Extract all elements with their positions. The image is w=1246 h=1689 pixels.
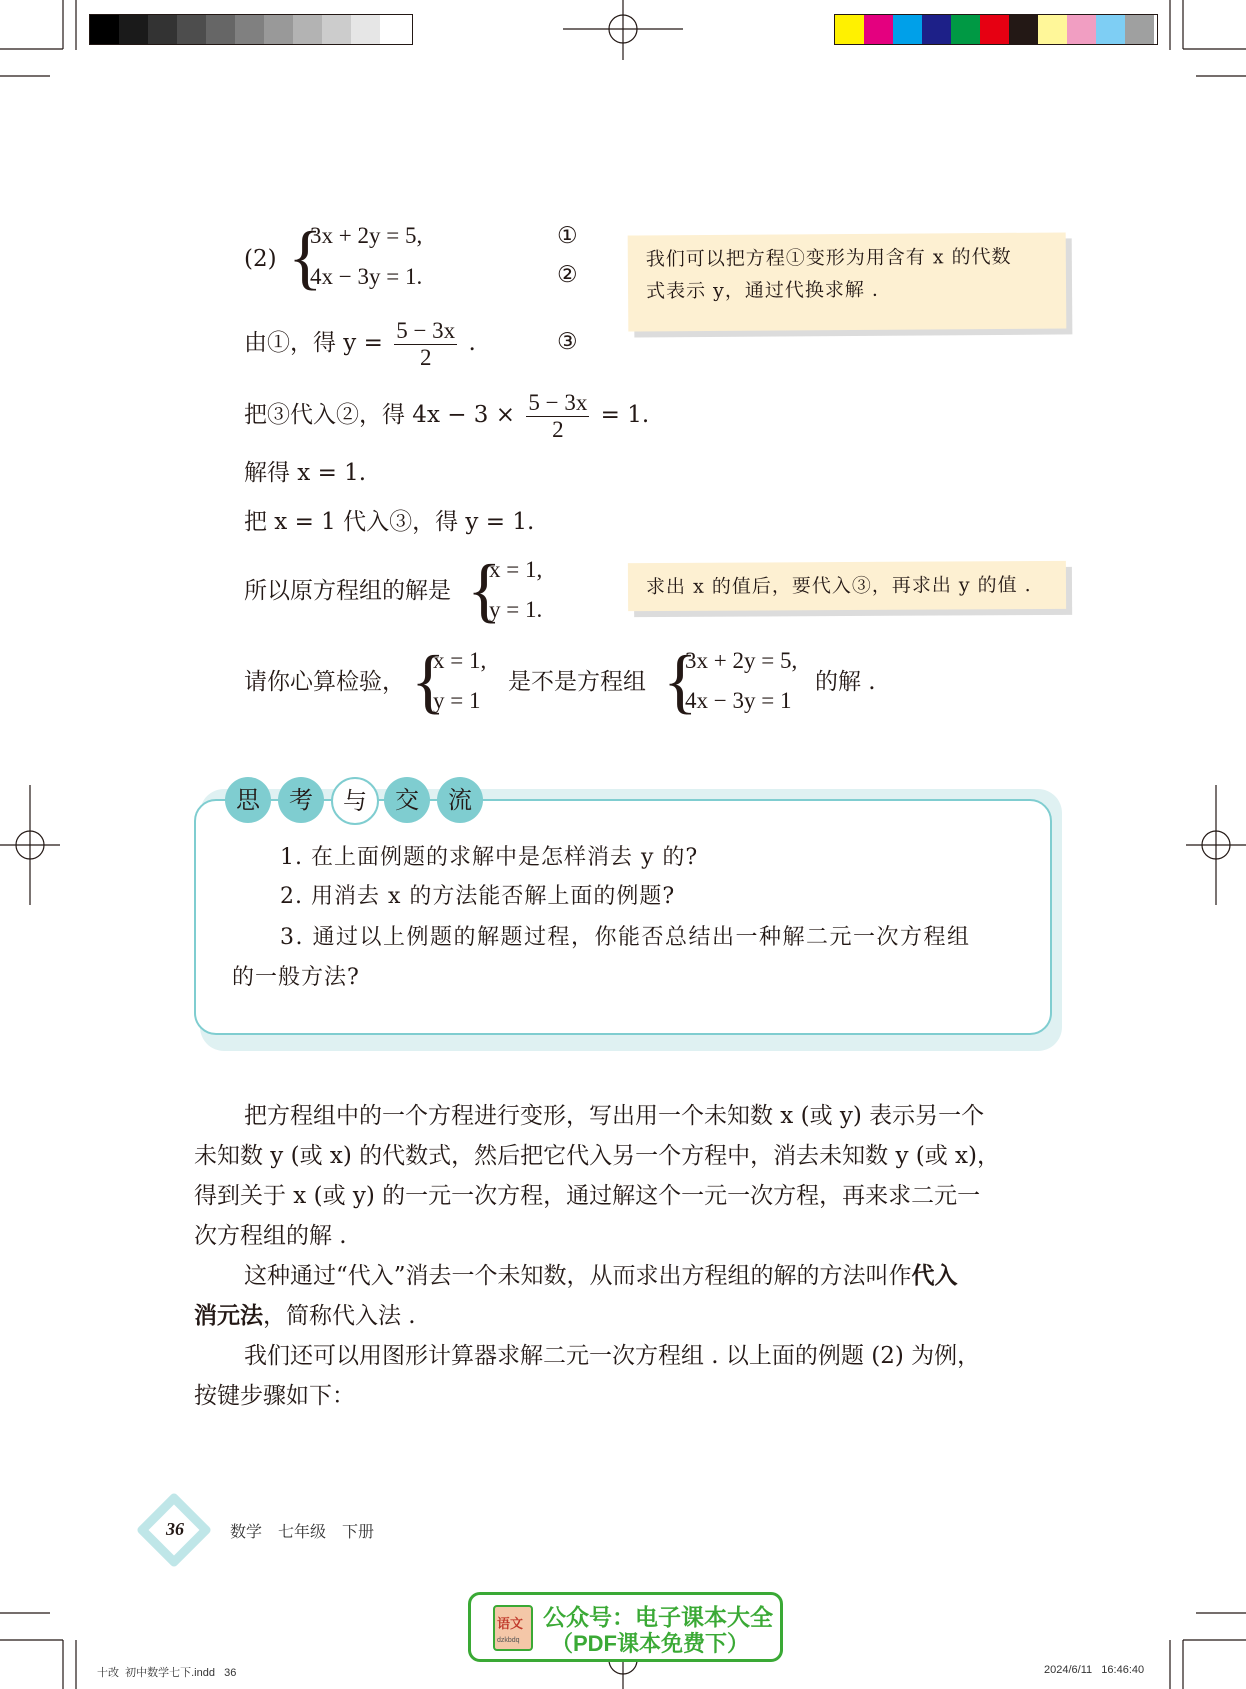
check-brace-2: { <box>663 641 698 721</box>
step-1-prefix: 由①，得 y = <box>244 330 383 356</box>
think-tab-5: 流 <box>437 777 483 823</box>
body-p2-line-2 <box>194 1302 416 1330</box>
body-p1-line-4: 次方程组的解 . <box>194 1223 347 1249</box>
color-bar <box>834 14 1158 45</box>
body-p2-line-1 <box>244 1262 958 1290</box>
equation-2-marker: ② <box>557 262 578 288</box>
check-prefix: 请你心算检验， <box>244 669 405 695</box>
watermark-badge: 语文 <box>497 1616 524 1631</box>
step-1-fraction <box>394 318 457 371</box>
book-title: 数学 七年级 下册 <box>230 1524 375 1541</box>
check-x: x = 1, <box>433 648 487 673</box>
watermark-line-1: 公众号：电子课本大全 <box>543 1604 773 1630</box>
body-p1-line-3: 得到关于 x (或 y) 的一元一次方程，通过解这个一元一次方程，再来求二元一 <box>194 1183 981 1209</box>
watermark-book-icon <box>493 1605 533 1651</box>
gray-scale-bar <box>89 14 413 45</box>
margin-note-1 <box>628 232 1067 331</box>
step-1 <box>244 315 476 371</box>
margin-note-2-text: 求出 x 的值后，要代入③，再求出 y 的值 . <box>645 574 1032 599</box>
step-1-suffix: . <box>468 330 476 356</box>
step-4: 把 x = 1 代入③，得 y = 1. <box>244 509 535 535</box>
think-discuss-box <box>194 799 1052 1035</box>
think-tab-1: 思 <box>225 777 271 823</box>
step-2-numerator: 5 − 3x <box>528 389 588 415</box>
margin-note-1-line-1: 我们可以把方程①变形为用含有 x 的代数 <box>645 245 1012 271</box>
solution-prefix: 所以原方程组的解是 <box>244 578 451 604</box>
think-question-2: 2. 用消去 x 的方法能否解上面的例题? <box>280 884 676 909</box>
body-p3-line-2: 按键步骤如下： <box>194 1383 355 1409</box>
datetime-slug: 2024/6/11 16:46:40 <box>1044 1664 1145 1676</box>
body-p2-term-b: 消元法 <box>194 1303 263 1329</box>
step-2-suffix: = 1. <box>600 402 650 428</box>
think-question-3-line-2: 的一般方法? <box>232 965 360 990</box>
solution-x: x = 1, <box>489 557 543 582</box>
margin-note-1-line-2: 式表示 y，通过代换求解 . <box>645 278 879 303</box>
step-1-denominator: 2 <box>419 344 432 370</box>
watermark-badge-small: dzkbdq <box>497 1637 520 1644</box>
example-label: (2) <box>244 246 277 272</box>
body-p3-line-1: 我们还可以用图形计算器求解二元一次方程组 . 以上面的例题 (2) 为例， <box>244 1343 981 1369</box>
solution-y: y = 1. <box>489 597 543 622</box>
check-brace-1: { <box>411 641 446 721</box>
check-suffix: 的解 . <box>815 669 876 695</box>
step-2-fraction <box>526 390 589 443</box>
equation-2: 4x − 3y = 1. <box>310 264 423 289</box>
think-tab-3: 与 <box>331 777 379 825</box>
check-y: y = 1 <box>433 688 481 713</box>
check-equation-2: 4x − 3y = 1 <box>685 688 792 713</box>
think-question-1: 1. 在上面例题的求解中是怎样消去 y 的? <box>280 845 699 870</box>
step-2-denominator: 2 <box>552 416 564 442</box>
watermark-banner <box>468 1592 783 1662</box>
equation-1: 3x + 2y = 5, <box>310 223 423 248</box>
body-p2-term-a: 代入 <box>911 1263 958 1289</box>
equation-3-marker: ③ <box>557 329 578 355</box>
think-tab-4: 交 <box>384 777 430 823</box>
step-3: 解得 x = 1. <box>244 460 367 486</box>
file-slug: 十改 初中数学七下.indd 36 <box>97 1667 237 1679</box>
check-equation-1: 3x + 2y = 5, <box>685 648 798 673</box>
think-tab-2: 考 <box>278 777 324 823</box>
equation-1-marker: ① <box>557 223 578 249</box>
system-brace: { <box>288 217 323 297</box>
body-p1-line-1: 把方程组中的一个方程进行变形，写出用一个未知数 x (或 y) 表示另一个 <box>244 1103 985 1129</box>
page-number: 36 <box>166 1519 184 1539</box>
check-middle: 是不是方程组 <box>508 669 646 695</box>
solution-brace: { <box>467 550 502 630</box>
body-p1-line-2: 未知数 y (或 x) 的代数式，然后把它代入另一个方程中，消去未知数 y (或 x)， <box>194 1143 1000 1169</box>
watermark-line-2: （PDF课本免费下） <box>551 1631 750 1656</box>
body-p2-text-b: ，简称代入法 . <box>263 1303 416 1329</box>
step-2-prefix: 把③代入②，得 4x − 3 × <box>244 402 516 428</box>
think-question-3-line-1: 3. 通过以上例题的解题过程，你能否总结出一种解二元一次方程组 <box>280 925 971 950</box>
step-2 <box>244 387 649 443</box>
step-1-numerator: 5 − 3x <box>396 317 456 343</box>
body-p2-text-a: 这种通过“代入”消去一个未知数，从而求出方程组的解的方法叫作 <box>244 1263 912 1289</box>
margin-note-2 <box>628 561 1066 611</box>
